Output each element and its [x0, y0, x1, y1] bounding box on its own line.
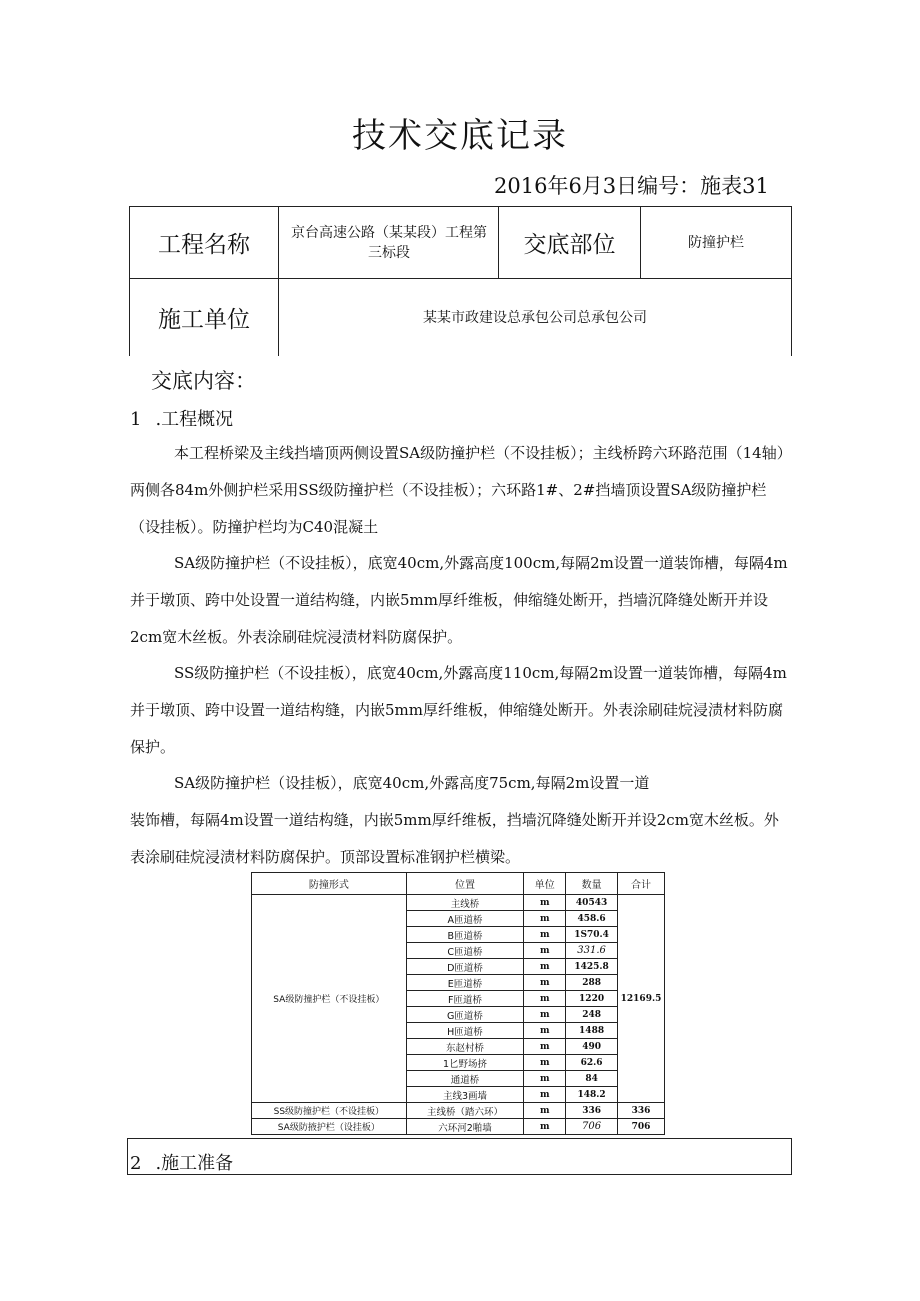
table-row: A匝道桥 m 458.6: [252, 911, 665, 927]
table-row: 1匕野场挤 m 62.6: [252, 1055, 665, 1071]
paragraph: 本工程桥梁及主线挡墙顶两侧设置SA级防撞护栏（不设挂板）；主线桥跨六环路范围（14轴）两侧各84m外侧护栏采用SS级防撞护栏（不设挂板）；六环路1#、2#挡墙顶设置SA级防撞护栏（设挂板）。防撞护栏均为C40混凝土: [130, 444, 792, 536]
table-row: G匝道桥 m 248: [252, 1007, 665, 1023]
project-name-value: 京台高速公路（某某段）工程第三标段: [291, 224, 487, 261]
table-row: 通道桥 m 84: [252, 1071, 665, 1087]
section-2-box: [127, 1138, 792, 1175]
location-value: 防撞护栏: [688, 234, 744, 251]
date-and-number: 2016年6月3日编号：施表31: [494, 174, 769, 198]
section-title: .工程概况: [155, 409, 234, 430]
header-table-right-border: [791, 206, 792, 356]
table-row: SS级防撞护栏（不设挂板） 主线桥（踏六环） m 336 336: [252, 1103, 665, 1119]
col-header: 位置: [406, 873, 524, 895]
section-number: 1: [130, 409, 142, 430]
col-header: 防撞形式: [252, 873, 407, 895]
table-row: C匝道桥 m 331.6: [252, 943, 665, 959]
table-row: H匝道桥 m 1488: [252, 1023, 665, 1039]
guardrail-quantity-table: [251, 872, 665, 1135]
section-number: 2: [130, 1153, 142, 1174]
construction-unit-value: 某某市政建设总承包公司总承包公司: [423, 309, 647, 326]
total-cell: 12169.5: [618, 895, 665, 1103]
guardrail-type-cell: SA级防撞护栏（不设挂板）: [252, 895, 407, 1103]
content-heading: 交底内容：: [151, 369, 256, 393]
table-row: SA级防撞护栏（不设挂板） 主线桥 m 40543 12169.5: [252, 895, 665, 911]
table-row: 东赵村桥 m 490: [252, 1039, 665, 1055]
page-title: 技术交底记录: [352, 116, 568, 156]
col-header: 合计: [618, 873, 665, 895]
section-title: .施工准备: [155, 1153, 234, 1174]
paragraph: SA级防撞护栏（设挂板），底宽40cm,外露高度75cm,每隔2m设置一道 装饰槽，每隔4m设置一道结构缝，内嵌5mm厚纤维板，挡墙沉降缝处断开并设2cm宽木丝板。外表涂刷硅烷浸渍材料防腐保护。顶部设置标准钢护栏横梁。: [130, 774, 779, 866]
paragraph: SA级防撞护栏（不设挂板），底宽40cm,外露高度100cm,每隔2m设置一道装饰槽，每隔4m并于墩顶、跨中处设置一道结构缝，内嵌5mm厚纤维板，伸缩缝处断开，挡墙沉降缝处断开并设2cm宽木丝板。外表涂刷硅烷浸渍材料防腐保护。: [130, 554, 788, 646]
col-header: 单位: [524, 873, 566, 895]
section-2-heading: [130, 1149, 233, 1175]
table-row: D匝道桥 m 1425.8: [252, 959, 665, 975]
project-name-label: 工程名称: [158, 232, 250, 258]
location-label: 交底部位: [523, 232, 616, 258]
table-row: E匝道桥 m 288: [252, 975, 665, 991]
table-row: 主线3画墙 m 148.2: [252, 1087, 665, 1103]
construction-unit-label: 施工单位: [158, 307, 250, 333]
table-row: F匝道桥 m 1220: [252, 991, 665, 1007]
table-row: SA级防掖护栏（设挂板） 六环河2啪墙 m 706 706: [252, 1119, 665, 1135]
paragraph: SS级防撞护栏（不设挂板），底宽40cm,外露高度110cm,每隔2m设置一道装饰槽，每隔4m并于墩顶、跨中设置一道结构缝，内嵌5mm厚纤维板，伸缩缝处断开。外表涂刷硅烷浸渍材料防腐保护。: [130, 664, 787, 756]
section-1-heading: [130, 405, 233, 431]
table-header-row: [252, 873, 665, 895]
col-header: 数量: [566, 873, 618, 895]
table-row: B匝道桥 m 1S70.4: [252, 927, 665, 943]
